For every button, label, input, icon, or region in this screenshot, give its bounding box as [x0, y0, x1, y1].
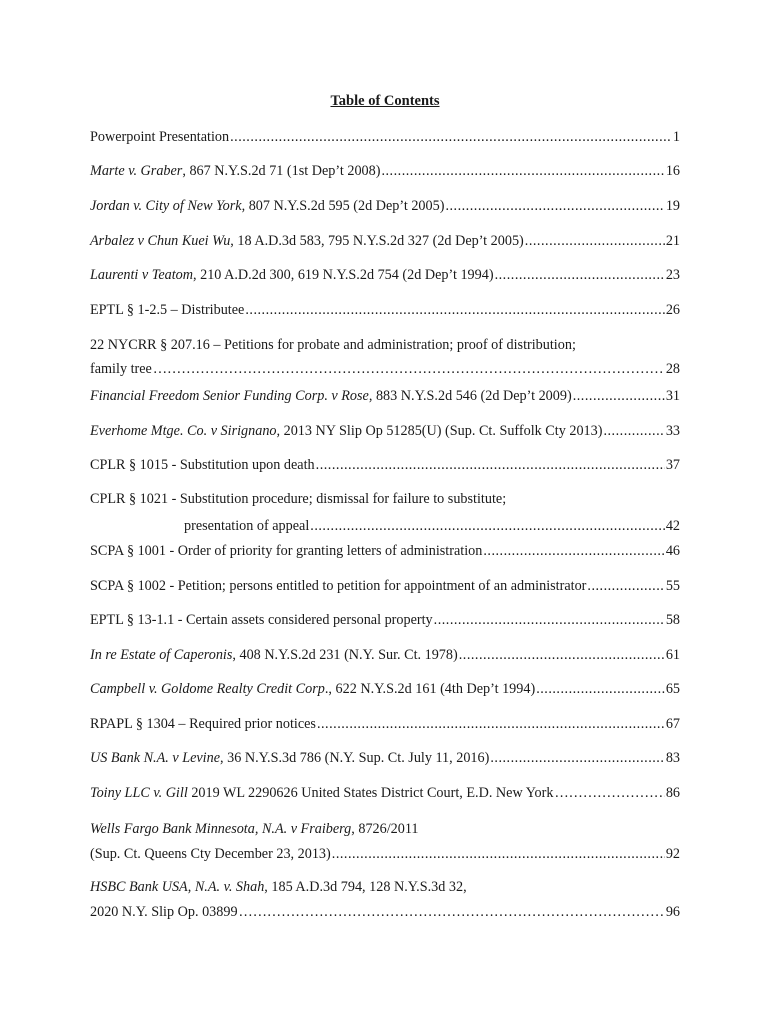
toc-entry[interactable]: Everhome Mtge. Co. v Sirignano, 2013 NY Slip Op 51285(U) (Sup. Ct. Suffolk Cty 2013) ..... 33 [90, 422, 680, 441]
toc-entry[interactable]: Toiny LLC v. Gill 2019 WL 2290626 United States District Court, E.D. New York …………………………………………………………………………………………………………………………………………………………………………………………………… 86 [90, 784, 680, 803]
toc-entry[interactable]: Powerpoint Presentation ..... 1 [90, 128, 680, 147]
toc-entry[interactable]: Arbalez v Chun Kuei Wu, 18 A.D.3d 583, 795 N.Y.S.2d 327 (2d Dep’t 2005) ..... 21 [90, 232, 680, 251]
toc-entry[interactable]: Financial Freedom Senior Funding Corp. v Rose, 883 N.Y.S.2d 546 (2d Dep’t 2009) ..... 31 [90, 387, 680, 406]
toc-entry[interactable]: CPLR § 1015 - Substitution upon death ..... 37 [90, 456, 680, 475]
toc-entry[interactable]: EPTL § 1-2.5 – Distributee ..... 26 [90, 301, 680, 320]
toc-title: Table of Contents [330, 93, 440, 109]
toc-entry[interactable]: Campbell v. Goldome Realty Credit Corp., 622 N.Y.S.2d 161 (4th Dep’t 1994) ..... 65 [90, 680, 680, 699]
toc-entry[interactable]: In re Estate of Caperonis, 408 N.Y.S.2d 231 (N.Y. Sur. Ct. 1978) ..... 61 [90, 646, 680, 665]
toc-entry[interactable]: EPTL § 13-1.1 - Certain assets considered personal property ..... 58 [90, 611, 680, 630]
toc-entry[interactable]: HSBC Bank USA, N.A. v. Shah, 185 A.D.3d 794, 128 N.Y.S.3d 32, 2020 N.Y. Slip Op. 03899 …………………………………………………………………………………………………………………………………………………………………………………………………… 96 [90, 878, 680, 922]
toc-entry[interactable]: Marte v. Graber, 867 N.Y.S.2d 71 (1st Dep’t 2008) ..... 16 [90, 162, 680, 181]
toc-entry[interactable]: US Bank N.A. v Levine, 36 N.Y.S.3d 786 (N.Y. Sup. Ct. July 11, 2016) ..... 83 [90, 749, 680, 768]
toc-entry[interactable]: Jordan v. City of New York, 807 N.Y.S.2d 595 (2d Dep’t 2005) ..... 19 [90, 197, 680, 216]
toc-entry[interactable]: Laurenti v Teatom, 210 A.D.2d 300, 619 N.Y.S.2d 754 (2d Dep’t 1994) ..... 23 [90, 266, 680, 285]
toc-entry[interactable]: SCPA § 1001 - Order of priority for granting letters of administration ..... 46 [90, 542, 680, 561]
toc-entry[interactable]: Wells Fargo Bank Minnesota, N.A. v Fraiberg, 8726/2011 (Sup. Ct. Queens Cty December 23, 2013) ..... 92 [90, 820, 680, 864]
toc-entry[interactable]: RPAPL § 1304 – Required prior notices ..... 67 [90, 715, 680, 734]
toc-entry[interactable]: CPLR § 1021 - Substitution procedure; dismissal for failure to substitute; presentation of appeal ..... 42 [90, 490, 680, 536]
toc-entry[interactable]: SCPA § 1002 - Petition; persons entitled to petition for appointment of an administrator ..... 55 [90, 577, 680, 596]
toc-entry[interactable]: 22 NYCRR § 207.16 – Petitions for probate and administration; proof of distribution; family tree …………………………………………………………………………………………………………………………………………………………………………………………………… 28 [90, 336, 680, 379]
